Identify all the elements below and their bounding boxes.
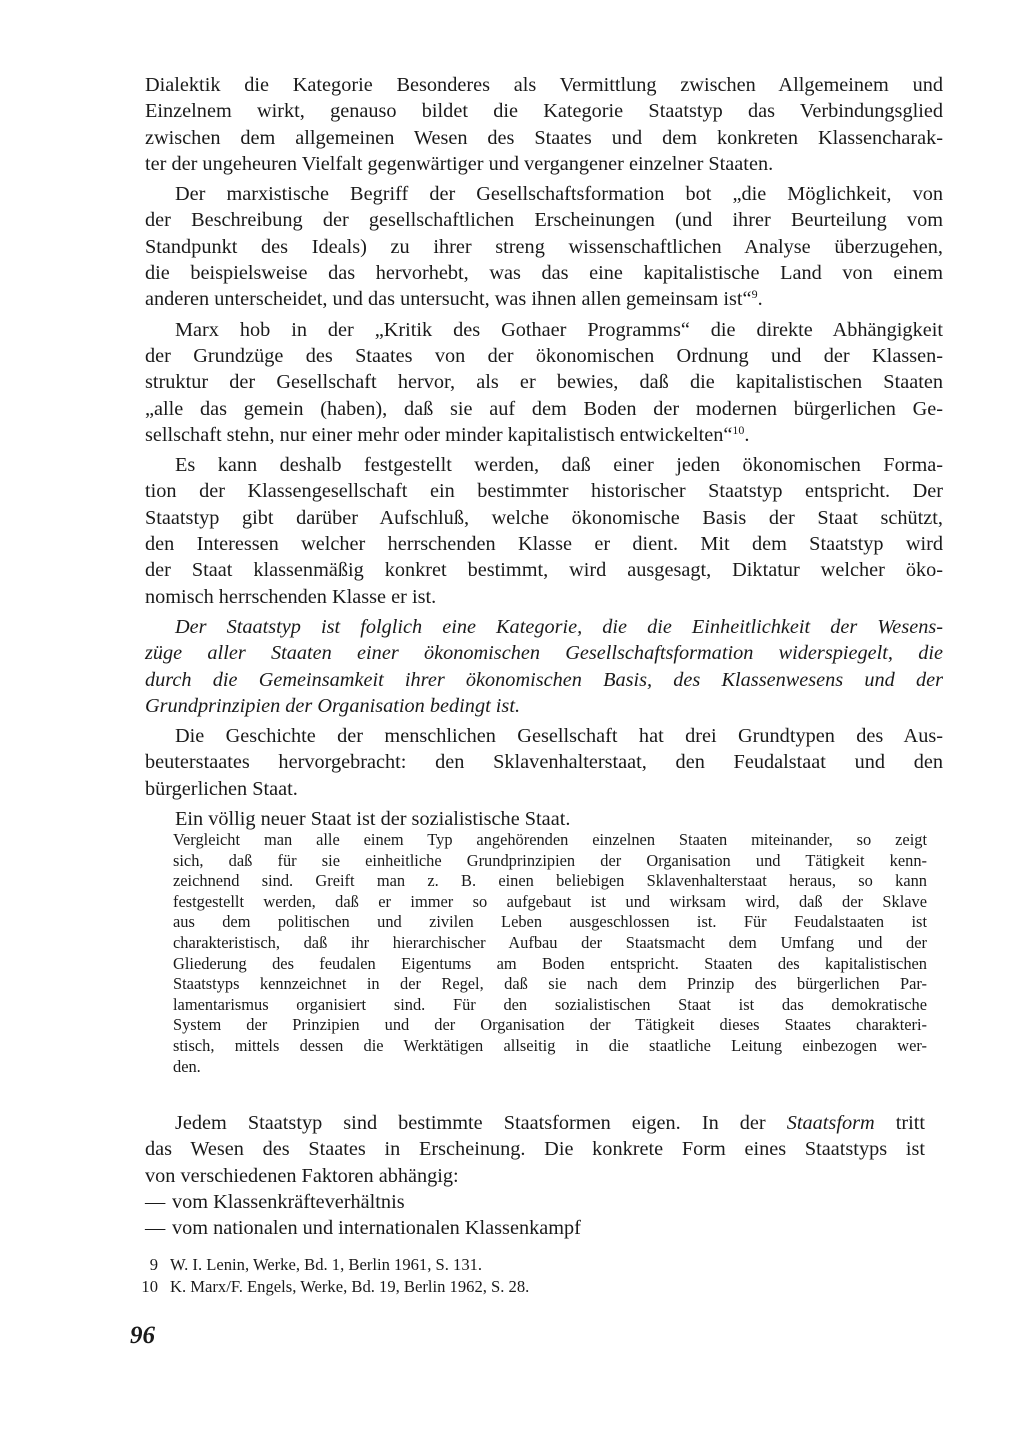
text-line: Marx hob in der „Kritik des Gothaer Programms“ die direkte Abhängigkeit	[175, 318, 943, 341]
text-line: das Wesen des Staates in Erscheinung. Die konkrete Form eines Staatstyps ist	[145, 1138, 925, 1161]
footnote-text: W. I. Lenin, Werke, Bd. 1, Berlin 1961, S. 131.	[170, 1255, 483, 1274]
paragraph-6	[145, 723, 943, 802]
text-line: lamentarismus organisiert sind. Für den sozialistischen Staat ist das demokratische	[173, 994, 927, 1014]
text-line: Staatstyps kennzeichnet in der Regel, daß sie nach dem Prinzip des bürgerlichen Par-	[173, 974, 927, 994]
paragraph-7	[145, 806, 943, 832]
text-line: System der Prinzipien und der Organisation der Tätigkeit dieses Staates charakteri-	[173, 1015, 927, 1035]
text-fragment: .	[744, 423, 750, 446]
text-line: Es kann deshalb festgestellt werden, daß einer jeden ökonomischen Forma-	[175, 454, 943, 477]
text-line: bürgerlichen Staat.	[145, 777, 298, 800]
text-line: „alle das gemein (haben), daß sie auf dem Boden der modernen bürgerlichen Ge-	[145, 397, 943, 420]
dash-bullet: —	[145, 1190, 166, 1213]
text-line: Einzelnem wirkt, genauso bildet die Kategorie Staatstyp das Verbindungsglied	[145, 100, 943, 123]
text-line: zwischen dem allgemeinen Wesen des Staates und dem konkreten Klassencharak-	[145, 126, 943, 149]
list-item-text: vom nationalen und internationalen Klassenkampf	[172, 1217, 581, 1240]
text-line: tion der Klassengesellschaft ein bestimmter historischer Staatstyp entspricht. Der	[145, 480, 943, 503]
main-text	[145, 72, 943, 832]
text-line: züge aller Staaten einer ökonomischen Gesellschaftsformation widerspiegelt, die	[145, 642, 943, 665]
footnote-ref: 9	[751, 287, 758, 302]
text-line: der Staat klassenmäßig konkret bestimmt, wird ausgesagt, Diktatur welcher öko-	[145, 559, 943, 582]
text-line: durch die Gemeinsamkeit ihrer ökonomischen Basis, des Klassenwesens und der	[145, 668, 943, 691]
footnote-ref: 10	[732, 422, 745, 437]
text-line: festgestellt werden, daß er immer so aufgebaut ist und wirksam wird, daß der Sklave	[173, 891, 927, 911]
small-print-paragraph	[173, 830, 927, 1077]
text-fragment: anderen unterscheidet, und das untersucht, was ihnen allen gemeinsam ist“	[145, 288, 752, 311]
paragraph-8	[145, 1110, 925, 1189]
text-line: aus dem politischen und zivilen Leben ausgeschlossen ist. Für Feudalstaaten ist	[173, 912, 927, 932]
text-line: zeichnend sind. Greift man z. B. einen beliebigen Sklavenhalterstaat heraus, so kann	[173, 871, 927, 891]
text-line: Vergleicht man alle einem Typ angehörenden einzelnen Staaten miteinander, so zeigt	[173, 830, 927, 849]
footnote-text: K. Marx/F. Engels, Werke, Bd. 19, Berlin 1962, S. 28.	[170, 1277, 530, 1296]
text-line: Der marxistische Begriff der Gesellschaftsformation bot „die Möglichkeit, von	[175, 183, 943, 206]
footnotes	[130, 1254, 830, 1298]
footnote-number: 9	[149, 1255, 158, 1274]
text-fragment: tritt	[895, 1112, 925, 1134]
paragraph-5-definition	[145, 614, 943, 719]
text-line: Die Geschichte der menschlichen Gesellschaft hat drei Grundtypen des Aus-	[175, 725, 943, 748]
text-line	[145, 422, 943, 448]
text-line	[145, 286, 943, 312]
text-line: Standpunkt des Ideals) zu ihrer streng wissenschaftlichen Analyse überzugehen,	[145, 235, 943, 258]
text-line	[145, 1110, 925, 1136]
list-item-text: vom Klassenkräfteverhältnis	[172, 1190, 405, 1213]
text-line: Dialektik die Kategorie Besonderes als Vermittlung zwischen Allgemeinem und	[145, 74, 943, 96]
paragraph-1	[145, 72, 943, 177]
lower-section	[145, 1110, 925, 1241]
dash-bullet: —	[145, 1217, 166, 1240]
text-line: den Interessen welcher herrschenden Klasse er dient. Mit dem Staatstyp wird	[145, 533, 943, 556]
text-line: beuterstaates hervorgebracht: den Sklavenhalterstaat, den Feudalstaat und den	[145, 751, 943, 774]
text-line: die beispielsweise das hervorhebt, was das eine kapitalistische Land von einem	[145, 262, 943, 285]
text-line: der Grundzüge des Staates von der ökonomischen Ordnung und der Klassen-	[145, 344, 943, 367]
paragraph-2	[145, 181, 943, 312]
text-line: Gliederung des feudalen Eigentums am Boden entspricht. Staaten des kapitalistischen	[173, 953, 927, 973]
footnote	[130, 1276, 830, 1298]
list-item	[145, 1215, 925, 1241]
text-fragment: .	[757, 288, 763, 311]
text-line: den.	[173, 1056, 201, 1076]
text-line: ter der ungeheuren Vielfalt gegenwärtiger und vergangener einzelner Staaten.	[145, 152, 774, 175]
page-number: 96	[130, 1322, 155, 1349]
list-item	[145, 1189, 925, 1215]
text-line: struktur der Gesellschaft hervor, als er bewies, daß die kapitalistischen Staaten	[145, 371, 943, 394]
text-line: von verschiedenen Faktoren abhängig:	[145, 1164, 459, 1187]
text-line: charakteristisch, daß ihr hierarchischer Aufbau der Staatsmacht dem Umfang und der	[173, 932, 927, 952]
text-line: Der Staatstyp ist folglich eine Kategorie, die die Einheitlichkeit der Wesens-	[175, 615, 943, 638]
text-line: stisch, mittels dessen die Werktätigen allseitig in die staatliche Leitung einbezogen wer-	[173, 1035, 927, 1055]
text-fragment: sellschaft stehn, nur einer mehr oder minder kapitalistisch entwickelten“	[145, 423, 733, 446]
text-fragment: Jedem Staatstyp sind bestimmte Staatsformen eigen. In der	[175, 1112, 766, 1134]
text-line: Staatstyp gibt darüber Aufschluß, welche ökonomische Basis der Staat schützt,	[145, 506, 943, 529]
paragraph-4	[145, 452, 943, 610]
paragraph-3	[145, 317, 943, 448]
footnote	[130, 1254, 830, 1276]
text-line: sich, daß für sie einheitliche Grundprinzipien der Organisation und Tätigkeit kenn-	[173, 850, 927, 870]
text-line: der Beschreibung der gesellschaftlichen Erscheinungen (und ihrer Beurteilung vom	[145, 209, 943, 232]
text-line: Grundprinzipien der Organisation bedingt ist.	[145, 694, 521, 717]
text-line: Ein völlig neuer Staat ist der sozialistische Staat.	[175, 808, 571, 831]
text-line: nomisch herrschenden Klasse er ist.	[145, 585, 437, 608]
footnote-number: 10	[141, 1277, 158, 1296]
emphasis-term: Staatsform	[786, 1112, 875, 1134]
small-print-block	[173, 830, 927, 1077]
